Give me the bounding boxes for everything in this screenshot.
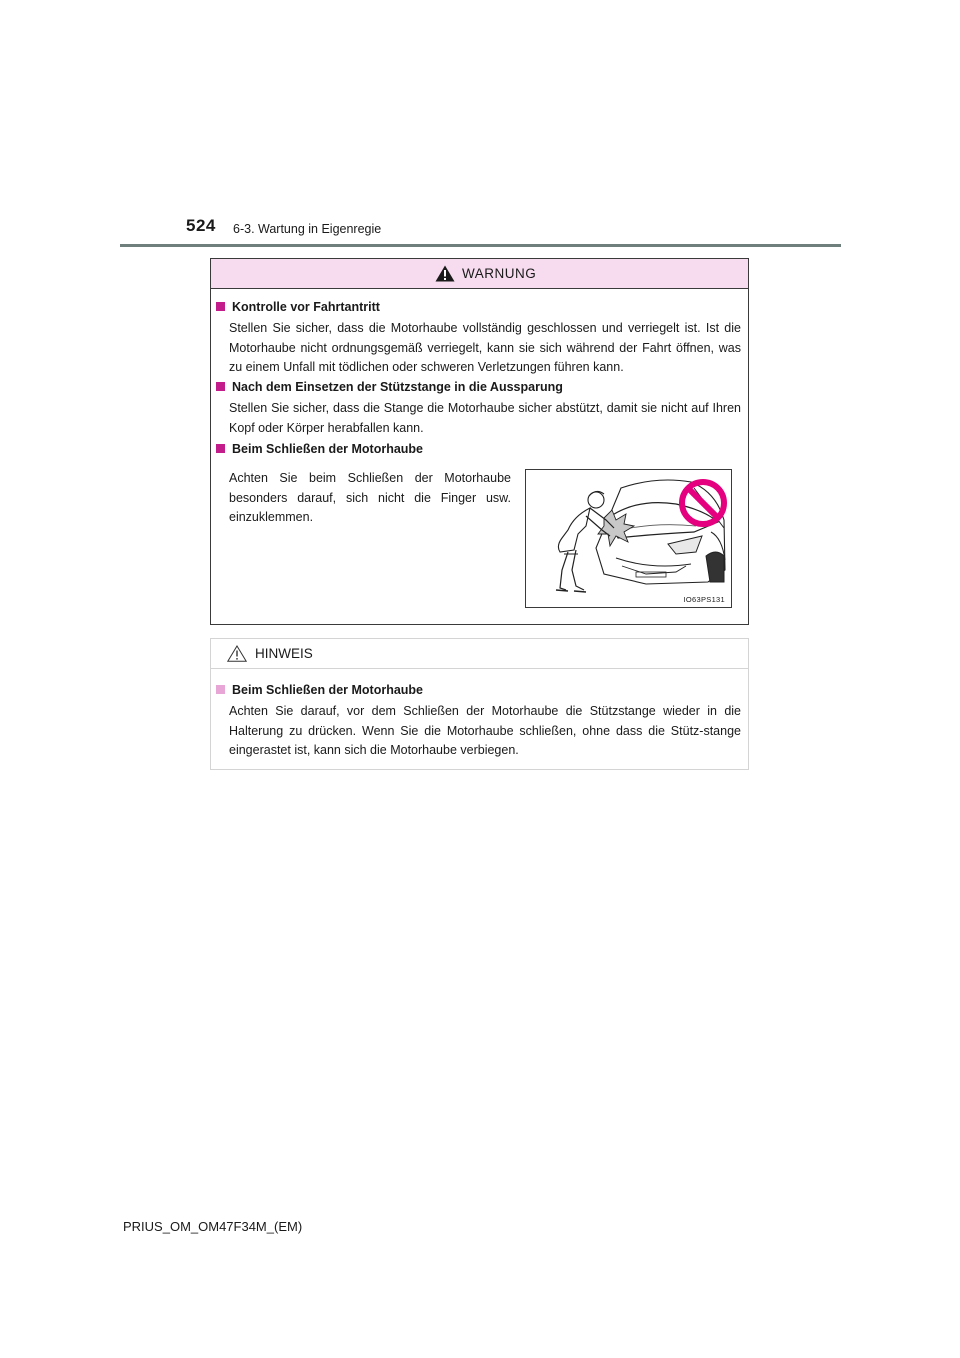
note-item-heading: Beim Schließen der Motorhaube — [216, 682, 741, 699]
note-item-closing — [216, 682, 741, 761]
bullet-square — [216, 444, 225, 453]
warning-item-heading: Nach dem Einsetzen der Stützstange in die Aussparung — [216, 379, 741, 396]
note-box — [210, 638, 749, 770]
warning-title: WARNUNG — [462, 266, 537, 281]
warning-header — [211, 259, 748, 289]
prohibition-icon — [678, 478, 728, 528]
warning-item-body: Stellen Sie sicher, dass die Stange die Motorhaube sicher abstützt, damit sie nicht auf Ihren Kopf oder Körper herabfallen kann. — [229, 401, 741, 435]
note-item-body: Achten Sie darauf, vor dem Schließen der Motorhaube die Stützstange wieder in die Halterung zu drücken. Wenn Sie die Motorhaube schließen, ohne dass die Stütz-stange eingerastet ist, kann sich die Motorhaube verbiegen. — [229, 704, 741, 757]
page-number: 524 — [186, 216, 216, 235]
warning-item-body: Achten Sie beim Schließen der Motorhaube besonders darauf, sich nicht die Finger usw. einzuklemmen. — [229, 471, 511, 524]
warning-box — [210, 258, 749, 625]
warning-triangle-icon — [435, 265, 455, 287]
bullet-square — [216, 685, 225, 694]
footer-doc-id: PRIUS_OM_OM47F34M_(EM) — [123, 1219, 303, 1234]
bullet-square — [216, 382, 225, 391]
note-title: HINWEIS — [255, 646, 313, 661]
warning-item-body: Stellen Sie sicher, dass die Motorhaube vollständig geschlossen und verriegelt ist. Ist die Motorhaube nicht ordnungsgemäß verriegelt, kann sie sich während der Fahrt öffnen, was zu einem Unfall mit tödlichen oder schweren Verletzungen führen kann. — [229, 321, 741, 374]
illustration-code: IO63PS131 — [683, 595, 725, 604]
warning-item-check — [216, 299, 741, 378]
section-title: 6-3. Wartung in Eigenregie — [233, 222, 382, 236]
note-header — [211, 639, 748, 669]
warning-item-heading: Kontrolle vor Fahrtantritt — [216, 299, 741, 316]
warning-item-heading: Beim Schließen der Motorhaube — [216, 441, 741, 458]
caution-triangle-icon — [227, 645, 247, 667]
header-rule — [120, 244, 841, 247]
closing-hood-illustration — [525, 469, 732, 608]
warning-item-prop-rod — [216, 379, 741, 438]
bullet-square — [216, 302, 225, 311]
